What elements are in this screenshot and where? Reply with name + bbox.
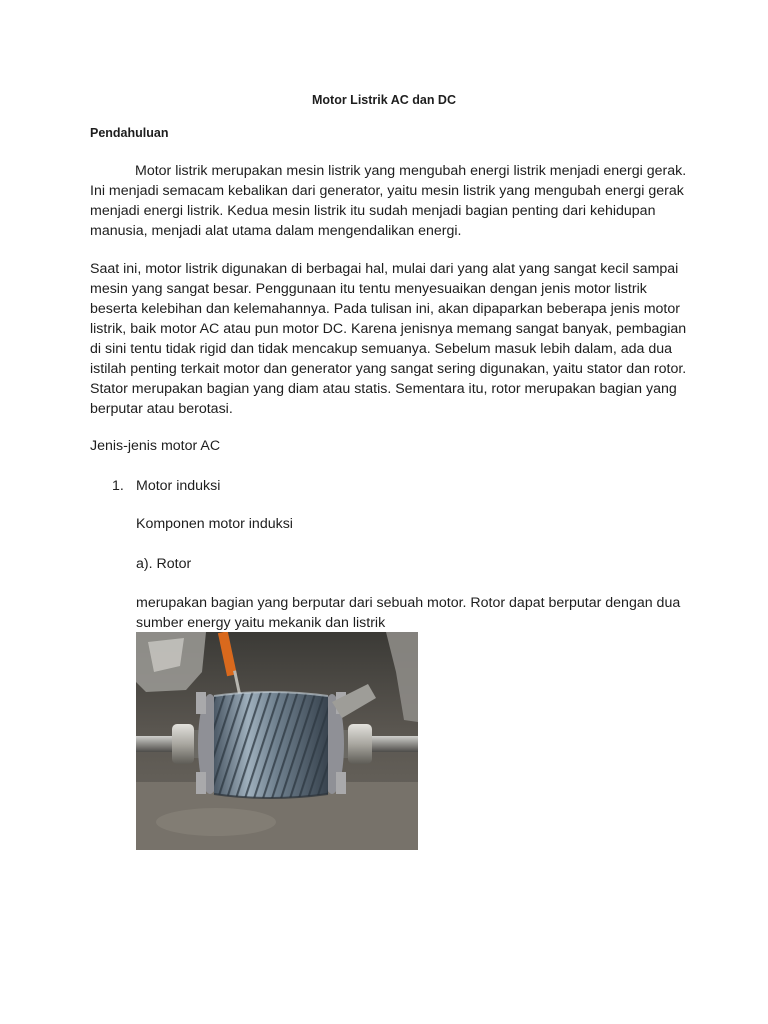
component-description: merupakan bagian yang berputar dari sebuah motor. Rotor dapat berputar dengan dua sumber energy yaitu mekanik dan listrik — [136, 595, 681, 631]
list-number: 1. — [112, 478, 124, 494]
list-item: Motor induksi — [136, 478, 221, 494]
subsection-title: Jenis-jenis motor AC — [90, 438, 221, 454]
component-heading: Komponen motor induksi — [136, 516, 293, 532]
body-paragraph: Saat ini, motor listrik digunakan di berbagai hal, mulai dari yang alat yang sangat kecil sampai mesin yang sangat besar. Penggunaan itu tentu menyesuaikan dengan jenis motor listrik beserta kelebihan dan kelemahannya. Pada tulisan ini, akan dipaparkan beberapa jenis motor listrik, baik motor AC atau pun motor DC. Karena jenisnya memang sangat banyak, pembagian di sini tentu tidak rigid dan tidak mencakup semuanya. Sebelum masuk lebih dalam, ada dua istilah penting terkait motor dan generator yang sangat sering digunakan, yaitu stator dan rotor. Stator merupakan bagian yang diam atau statis. Sementara itu, rotor merupakan bagian yang berputar atau berotasi. — [90, 261, 687, 417]
section-heading: Pendahuluan — [90, 126, 169, 140]
rotor-photo — [136, 632, 418, 850]
intro-paragraph: Motor listrik merupakan mesin listrik yang mengubah energi listrik menjadi energi gerak. Ini menjadi semacam kebalikan dari generator, yaitu mesin listrik yang mengubah energi gerak menjadi energi listrik. Kedua mesin listrik itu sudah menjadi bagian penting dari kehidupan manusia, menjadi alat utama dalam mengendalikan energi. — [90, 163, 687, 239]
document-title: Motor Listrik AC dan DC — [312, 93, 456, 107]
component-label: a). Rotor — [136, 556, 192, 572]
